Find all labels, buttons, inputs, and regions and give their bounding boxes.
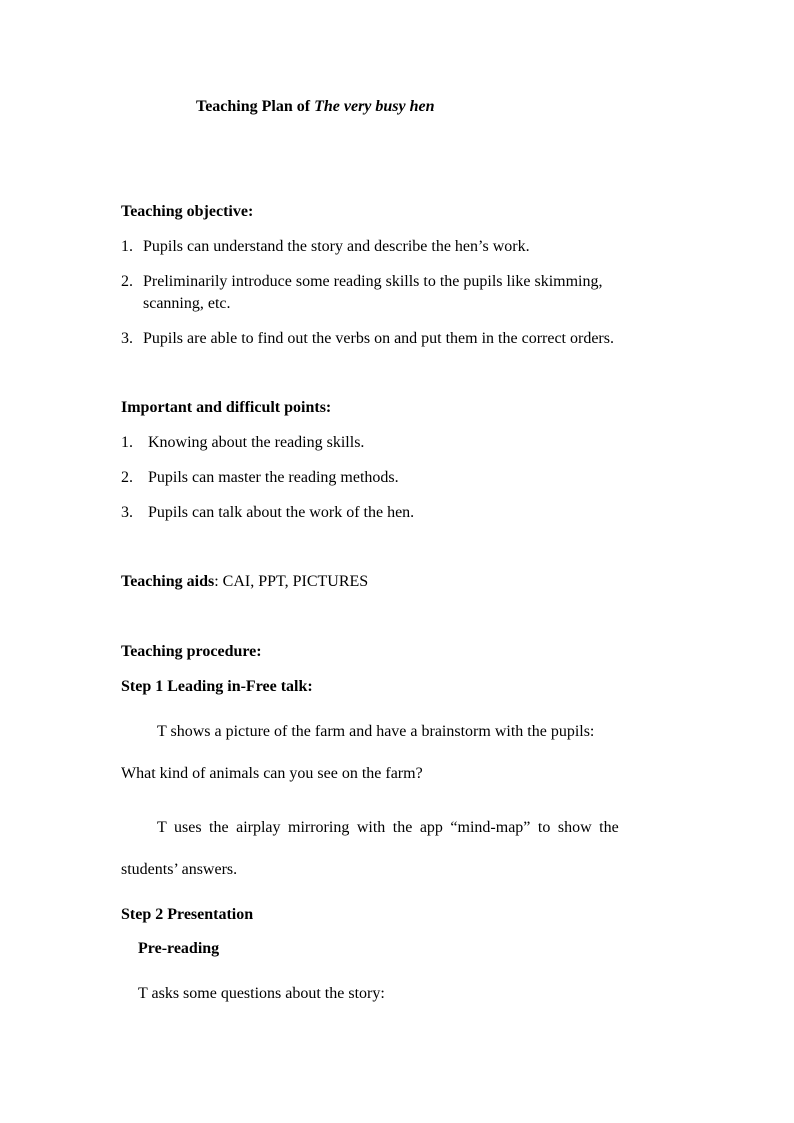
teaching-aids-label: Teaching aids [121,573,215,590]
objective-item-continuation: scanning, etc. [143,295,231,312]
objective-heading: Teaching objective: [121,203,254,220]
points-item-text: Knowing about the reading skills. [148,434,365,451]
points-item [121,503,414,523]
objective-item-text: Preliminarily introduce some reading skills to the pupils like skimming, [143,273,603,290]
points-item-number: 1. [121,434,133,451]
page-title [196,97,435,117]
points-item-text: Pupils can master the reading methods. [148,469,399,486]
objective-item-number: 3. [121,330,133,347]
title-italic: The very busy hen [314,98,435,115]
teaching-aids-value: : CAI, PPT, PICTURES [214,573,369,590]
objective-item-text: Pupils can understand the story and describe the hen’s work. [143,238,530,255]
points-item-number: 3. [121,504,133,521]
points-heading: Important and difficult points: [121,399,332,416]
objective-item [121,272,603,292]
teaching-aids [121,572,368,592]
step1-paragraph2-line1: T uses the airplay mirroring with the app “mind-map” to show the [157,819,619,836]
step1-paragraph2-line2: students’ answers. [121,861,238,878]
step2-subheading: Pre-reading [138,940,220,957]
step1-paragraph1-line1: T shows a picture of the farm and have a brainstorm with the pupils: [157,723,595,740]
points-item-text: Pupils can talk about the work of the hen. [148,504,415,521]
procedure-heading: Teaching procedure: [121,643,262,660]
objective-item [121,329,614,349]
objective-item-number: 2. [121,273,133,290]
step1-heading: Step 1 Leading in-Free talk: [121,678,313,695]
points-item [121,468,399,488]
title-prefix: Teaching Plan of [196,98,311,115]
objective-item-text: Pupils are able to find out the verbs on and put them in the correct orders. [143,330,614,347]
objective-item [121,237,530,257]
step2-heading: Step 2 Presentation [121,906,254,923]
step2-text: T asks some questions about the story: [138,985,385,1002]
points-item-number: 2. [121,469,133,486]
step1-paragraph1-line2: What kind of animals can you see on the farm? [121,765,423,782]
objective-item-number: 1. [121,238,133,255]
points-item [121,433,364,453]
